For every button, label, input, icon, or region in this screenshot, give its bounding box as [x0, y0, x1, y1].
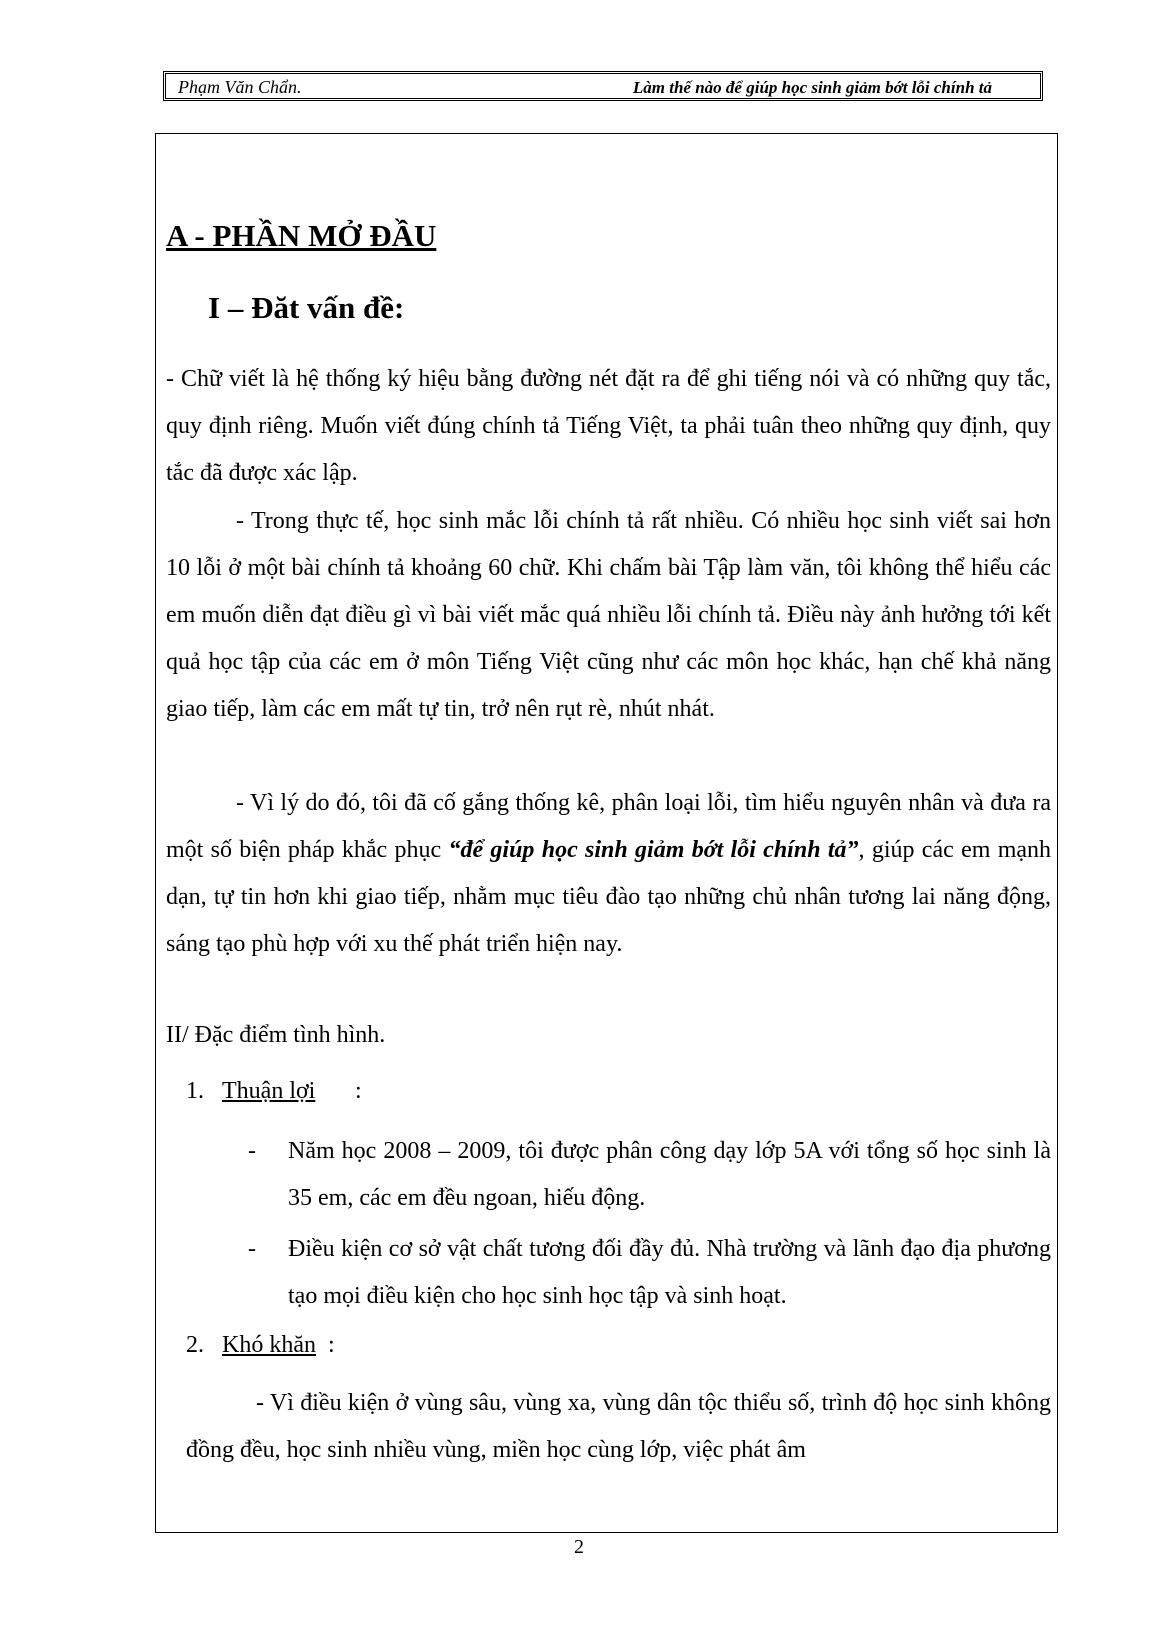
section-subtitle: I – Đăt vấn đề:	[208, 290, 405, 325]
paragraph-3	[166, 780, 1051, 968]
item-2-number: 2.	[186, 1332, 204, 1358]
bullet-dash: -	[248, 1138, 256, 1164]
paragraph-3-emphasis: “để giúp học sinh giảm bớt lỗi chính tả”	[448, 837, 859, 863]
item-2-label: Khó khăn	[222, 1332, 316, 1358]
header-author: Phạm Văn Chẩn.	[178, 77, 302, 97]
paragraph-3-start: - Vì lý do đó, tôi đã cố gắng thống kê, phân loại lỗi, tìm hiểu nguyên nhân và đưa ra một số biện pháp khắc phục	[166, 790, 1051, 863]
item-1-label: Thuận lợi	[222, 1078, 316, 1104]
page-number: 2	[574, 1536, 584, 1558]
header-title: Làm thế nào để giúp học sinh giảm bớt lỗi chính tả	[632, 78, 992, 97]
paragraph-3-end: , giúp các em mạnh dạn, tự tin hơn khi giao tiếp, nhằm mục tiêu đào tạo những chủ nhân tương lai năng động, sáng tạo phù hợp với xu thế phát triển hiện nay.	[166, 837, 1052, 957]
running-header	[163, 71, 1043, 101]
section-title: A - PHẦN MỞ ĐẦU	[166, 218, 437, 253]
bullet-text-2: Điều kiện cơ sở vật chất tương đối đầy đủ. Nhà trường và lãnh đạo địa phương tạo mọi điều kiện cho học sinh học tập và sinh hoạt.	[288, 1236, 1051, 1309]
paragraph-2: - Trong thực tế, học sinh mắc lỗi chính tả rất nhiều. Có nhiều học sinh viết sai hơn 10 lỗi ở một bài chính tả khoảng 60 chữ. Khi chấm bài Tập làm văn, tôi không thể hiểu các em muốn diễn đạt điều gì vì bài viết mắc quá nhiều lỗi chính tả. Điều này ảnh hưởng tới kết quả học tập của các em ở môn Tiếng Việt cũng như các môn học khác, hạn chế khả năng giao tiếp, làm các em mất tự tin, trở nên rụt rè, nhút nhát.	[166, 508, 1051, 722]
paragraph-4: - Vì điều kiện ở vùng sâu, vùng xa, vùng dân tộc thiểu số, trình độ học sinh không đồng đều, học sinh nhiều vùng, miền học cùng lớp, việc phát âm	[186, 1390, 1051, 1463]
item-2-colon: :	[328, 1332, 335, 1358]
section-2-heading: II/ Đặc điểm tình hình.	[166, 1022, 386, 1048]
item-1-number: 1.	[186, 1078, 204, 1104]
bullet-dash: -	[248, 1236, 256, 1262]
paragraph-1: - Chữ viết là hệ thống ký hiệu bằng đường nét đặt ra để ghi tiếng nói và có những quy tắc, quy định riêng. Muốn viết đúng chính tả Tiếng Việt, ta phải tuân theo những quy định, quy tắc đã được xác lập.	[166, 366, 1051, 486]
bullet-text-1: Năm học 2008 – 2009, tôi được phân công dạy lớp 5A với tổng số học sinh là 35 em, các em đều ngoan, hiếu động.	[288, 1138, 1051, 1211]
item-1-colon: :	[355, 1078, 362, 1104]
